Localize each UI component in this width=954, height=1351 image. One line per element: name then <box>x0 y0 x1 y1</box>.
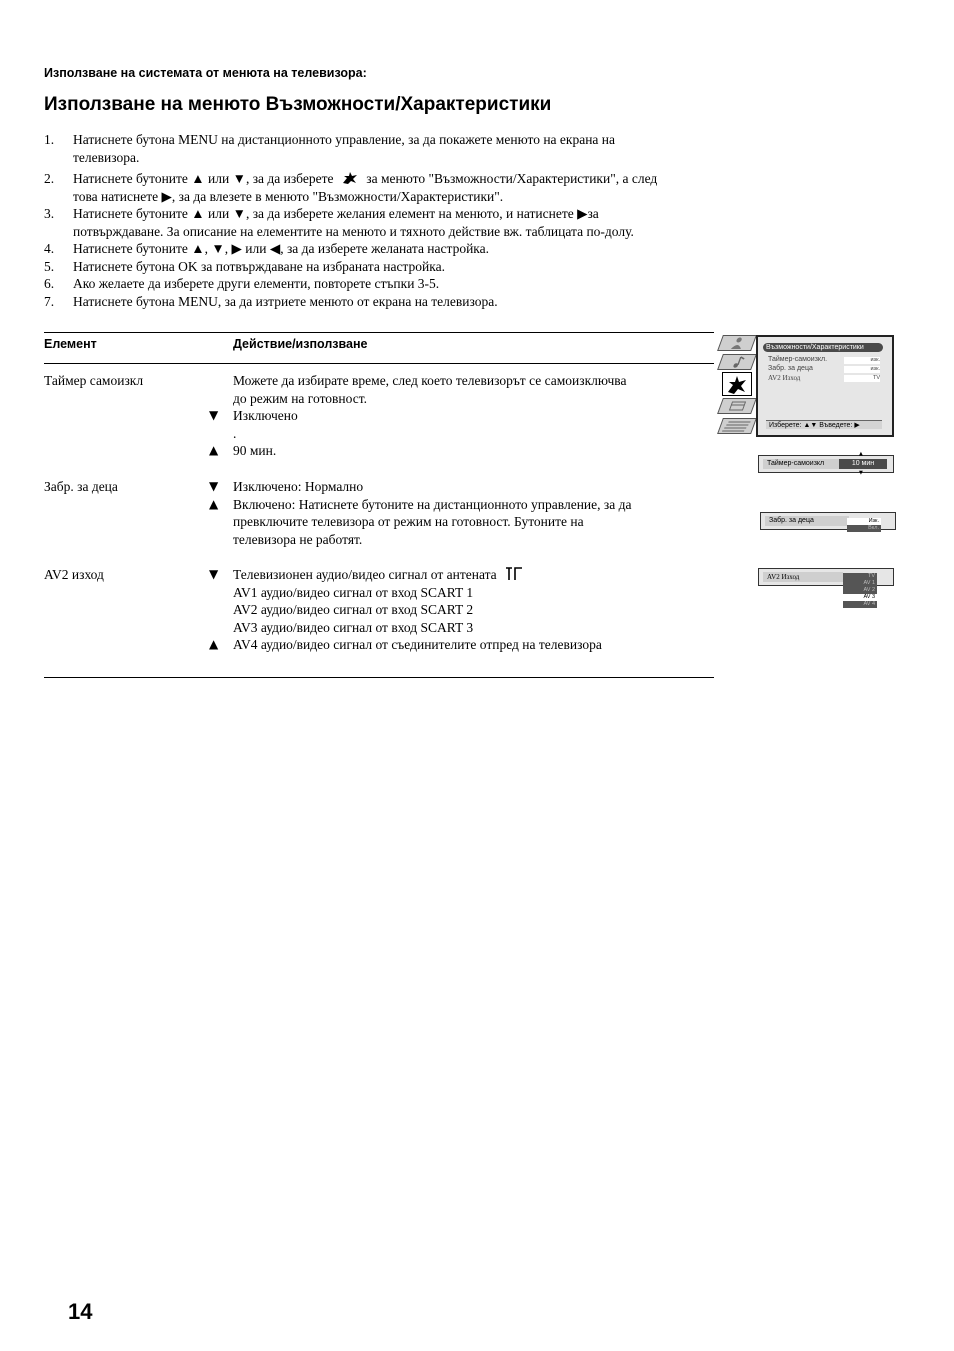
row-line <box>209 372 689 390</box>
av2-option: AV 1 <box>843 580 877 587</box>
arrow-mark <box>209 601 233 619</box>
step-line: Натиснете бутоните ▲, ▼, ▶ или ◀, за да изберете желаната настройка. <box>73 241 490 256</box>
step-line: потвърждаване. За описание на елементите на менюто и тяхното действие вж. таблицата по-долу. <box>73 223 634 239</box>
person-icon <box>718 336 755 350</box>
osd-child-lock-strip <box>760 512 896 530</box>
row-line-text: телевизора не работят. <box>233 531 363 547</box>
step-number: 5. <box>44 258 55 274</box>
step-1 <box>44 131 714 166</box>
step-2 <box>44 170 714 205</box>
av2-strip-label: AV2 Изход <box>763 572 843 582</box>
row-line-text: Можете да избирате време, след което телевизорът се самоизключва <box>233 373 627 388</box>
step-number: 6. <box>44 276 55 291</box>
arrow-up-mark: ▲ <box>209 496 219 511</box>
row-line-text: 90 мин. <box>233 443 277 458</box>
menu-tab-sound <box>717 354 757 370</box>
arrow-down-mark: ▼ <box>209 408 219 422</box>
step-line <box>73 170 714 188</box>
row-label-timer: Таймер самоизкл <box>44 373 144 388</box>
step-number: 4. <box>44 241 55 256</box>
row-line-text: превключите телевизора от режим на готовност. Бутоните на <box>233 514 584 529</box>
arrow-up-mark: ▲ <box>209 637 219 651</box>
step-line: Натиснете бутоните ▲ или ▼, за да изберете желания елемент на менюто, и натиснете ▶за <box>73 206 599 221</box>
installation-icon <box>718 399 755 413</box>
section-label: Използване на системата от менюта на телевизора: <box>44 66 367 80</box>
table-bottom-rule <box>44 677 714 678</box>
osd-row-label: AV2 Изход <box>768 374 801 382</box>
row-body-av2-output <box>209 566 689 654</box>
arrow-down-mark: ▼ <box>209 479 219 493</box>
row-line <box>209 584 689 602</box>
av2-option-selected: AV 3 <box>843 594 877 601</box>
step-line: това натиснете ▶, за да влезете в менюто "Възможности/Характеристики". <box>73 188 504 204</box>
row-line <box>209 390 689 408</box>
osd-row-value: изк. <box>844 366 880 373</box>
row-line <box>209 513 689 531</box>
step-3 <box>44 205 714 240</box>
osd-av2-strip <box>758 568 894 607</box>
menu-tab-installation <box>717 398 757 414</box>
step-line: Натиснете бутона MENU, за да изтриете менюто от екрана на телевизора. <box>73 293 498 309</box>
row-line <box>209 442 689 460</box>
arrow-mark <box>209 513 233 531</box>
lock-option: Изк. <box>847 518 881 525</box>
arrow-mark <box>209 372 233 390</box>
row-line <box>209 619 689 637</box>
arrow-mark <box>209 425 233 443</box>
row-line <box>209 478 689 496</box>
row-line-text: до режим на готовност. <box>233 390 367 406</box>
row-line <box>209 425 689 443</box>
music-note-icon <box>718 355 755 369</box>
step-number: 7. <box>44 293 55 309</box>
step-line: Ако желаете да изберете други елементи, повторете стъпки 3-5. <box>73 276 440 291</box>
step-4 <box>44 240 714 258</box>
menu-tab-setup <box>717 418 757 434</box>
row-label-av2-output: AV2 изход <box>44 567 104 582</box>
row-label-child-lock: Забр. за деца <box>44 479 118 494</box>
arrow-up-mark: ▲ <box>209 443 219 457</box>
features-menu-icon <box>723 373 751 395</box>
menu-tab-features <box>722 372 752 396</box>
lock-option: Вкл. <box>847 525 881 532</box>
row-line-text: Включено: Натиснете бутоните на дистанционното управление, за да <box>233 496 632 512</box>
row-line <box>209 407 689 425</box>
row-body-child-lock <box>209 478 689 548</box>
step-line: Натиснете бутона MENU на дистанционното управление, за да покажете менюто на екрана на <box>73 132 616 147</box>
menu-tab-picture <box>717 335 757 351</box>
row-line <box>209 636 689 654</box>
arrow-mark <box>209 584 233 602</box>
features-menu-icon <box>341 171 359 185</box>
row-line <box>209 496 689 514</box>
row-line-text: AV3 аудио/видео сигнал от вход SCART 3 <box>233 619 474 635</box>
osd-row-value: изк. <box>844 357 880 364</box>
row-line-text: AV1 аудио/видео сигнал от вход SCART 1 <box>233 584 474 600</box>
av2-option: TV <box>843 573 877 580</box>
page-title: Използване на менюто Възможности/Характеристики <box>44 94 552 115</box>
table-header-rule <box>44 363 714 364</box>
row-line-text: AV2 аудио/видео сигнал от вход SCART 2 <box>233 602 474 617</box>
av2-option: AV 4 <box>843 601 877 608</box>
lock-strip-label: Забр. за деца <box>765 516 849 526</box>
av2-option: AV 2 <box>843 587 877 594</box>
osd-features-menu <box>756 335 894 437</box>
arrow-mark <box>209 390 233 408</box>
step-7 <box>44 293 714 311</box>
step-5 <box>44 258 714 276</box>
row-line <box>209 566 689 584</box>
arrow-mark <box>209 619 233 637</box>
timer-strip-label: Таймер-самоизкл <box>763 459 839 469</box>
row-line <box>209 531 689 549</box>
table-top-rule <box>44 332 714 333</box>
step-number: 3. <box>44 206 55 221</box>
step-number: 1. <box>44 132 55 147</box>
arrow-up-icon: ▲ <box>859 451 863 457</box>
step-number: 2. <box>44 171 55 186</box>
arrow-mark <box>209 531 233 549</box>
step-line: телевизора. <box>73 149 140 165</box>
row-line-text: AV4 аудио/видео сигнал от съединителите отпред на телевизора <box>233 637 602 652</box>
row-line-text: Изключено: Нормално <box>233 479 364 494</box>
table-header-item: Елемент <box>44 337 97 351</box>
step-line-part: Натиснете бутоните ▲ или ▼, за да изберете <box>73 171 334 186</box>
table-header-action: Действие/използване <box>233 337 368 351</box>
step-line: Натиснете бутона OK за потвърждаване на избраната настройка. <box>73 258 445 274</box>
arrow-down-icon: ▼ <box>859 470 863 476</box>
row-line-text: Изключено <box>233 408 298 423</box>
timer-strip-value: 10 мин <box>839 459 887 469</box>
osd-timer-strip <box>758 451 894 476</box>
osd-row-label: Таймер-самоизкл. <box>768 356 828 363</box>
steps-list <box>44 131 714 310</box>
row-line-text: . <box>233 425 237 441</box>
osd-footer: Изберете: ▲▼ Въведете: ▶ <box>766 420 882 429</box>
osd-row-label: Забр. за деца <box>768 365 813 372</box>
antenna-icon <box>505 566 523 581</box>
row-line-text: Телевизионен аудио/видео сигнал от антената <box>233 567 497 582</box>
list-icon <box>718 419 755 433</box>
row-body-timer <box>209 372 689 460</box>
osd-title: Възможности/Характеристики <box>763 343 883 352</box>
row-line <box>209 601 689 619</box>
step-6 <box>44 275 714 293</box>
page-number: 14 <box>68 1299 93 1324</box>
osd-row-value: TV <box>844 375 880 382</box>
arrow-down-mark: ▼ <box>209 567 219 581</box>
step-line-part: за менюто "Възможности/Характеристики", а след <box>366 171 658 186</box>
